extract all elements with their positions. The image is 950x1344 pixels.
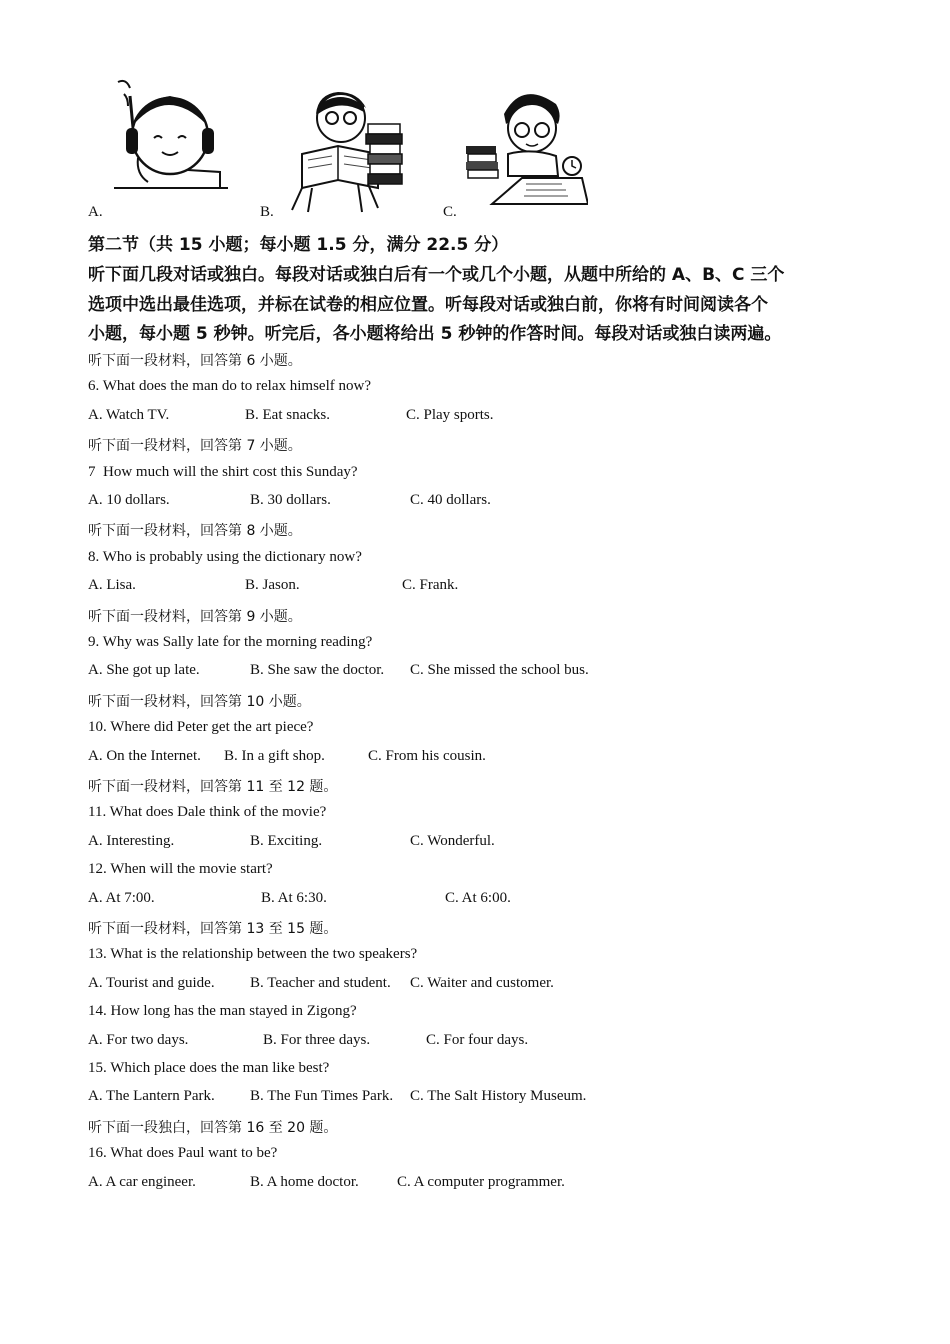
picture-c-label: C. <box>443 204 457 220</box>
option-c: C. She missed the school bus. <box>410 662 589 679</box>
option-a: A. Interesting. <box>88 832 175 849</box>
picture-c-studying-child <box>462 84 588 212</box>
option-b: B. Exciting. <box>250 832 323 849</box>
option-c: C. A computer programmer. <box>397 1173 565 1190</box>
option-b: B. She saw the doctor. <box>250 662 385 679</box>
section-heading: 第二节（共 15 小题；每小题 1.5 分，满分 22.5 分） <box>88 235 509 255</box>
option-b: B. In a gift shop. <box>224 747 325 764</box>
option-a: A. She got up late. <box>88 662 200 679</box>
option-a: A. A car engineer. <box>88 1173 196 1190</box>
option-b: B. At 6:30. <box>261 889 327 906</box>
listening-note: 听下面一段材料，回答第 13 至 15 题。 <box>88 921 338 937</box>
section-instruction-line-3: 小题，每小题 5 秒钟。听完后，各小题将给出 5 秒钟的作答时间。每段对话或独白读两遍。 <box>88 324 782 344</box>
question-text: 14. How long has the man stayed in Zigong? <box>88 1003 357 1020</box>
question-text: 12. When will the movie start? <box>88 861 273 878</box>
option-b: B. Jason. <box>245 577 300 594</box>
listening-note: 听下面一段材料，回答第 9 小题。 <box>88 608 302 625</box>
section-instruction-line-1: 听下面几段对话或独白。每段对话或独白后有一个或几个小题，从题中所给的 A、B、C 三个 <box>88 265 785 285</box>
option-b: B. For three days. <box>263 1031 371 1048</box>
picture-b-reading-child <box>288 84 408 216</box>
option-a: A. At 7:00. <box>88 889 155 906</box>
option-b: B. Eat snacks. <box>245 406 330 423</box>
listening-note: 听下面一段材料，回答第 11 至 12 题。 <box>88 779 338 795</box>
listening-note: 听下面一段独白，回答第 16 至 20 题。 <box>88 1119 338 1136</box>
listening-note: 听下面一段材料，回答第 10 小题。 <box>88 693 311 710</box>
option-b: B. Teacher and student. <box>250 974 391 991</box>
option-c: C. 40 dollars. <box>410 492 491 508</box>
question-text: 6. What does the man do to relax himself now? <box>88 378 371 395</box>
question-text: 7 How much will the shirt cost this Sunday? <box>88 463 358 480</box>
option-c: C. The Salt History Museum. <box>410 1088 587 1105</box>
question-text: 8. Who is probably using the dictionary now? <box>88 548 362 565</box>
option-b: B. 30 dollars. <box>250 492 331 508</box>
picture-a-label: A. <box>88 204 103 220</box>
question-text: 16. What does Paul want to be? <box>88 1145 278 1162</box>
option-a: A. For two days. <box>88 1031 189 1048</box>
question-text: 10. Where did Peter get the art piece? <box>88 719 314 736</box>
listening-note: 听下面一段材料，回答第 6 小题。 <box>88 353 302 369</box>
option-c: C. Frank. <box>402 577 459 594</box>
option-c: C. From his cousin. <box>368 747 486 764</box>
option-a: A. Watch TV. <box>88 406 170 423</box>
picture-a-listening-child <box>108 78 228 196</box>
question-text: 9. Why was Sally late for the morning reading? <box>88 634 373 650</box>
picture-b-label: B. <box>260 204 274 220</box>
section-instruction-line-2: 选项中选出最佳选项，并标在试卷的相应位置。听每段对话或独白前，你将有时间阅读各个 <box>88 295 768 315</box>
option-c: C. At 6:00. <box>445 889 511 906</box>
option-a: A. Tourist and guide. <box>88 974 215 991</box>
listening-note: 听下面一段材料，回答第 7 小题。 <box>88 438 302 455</box>
option-c: C. Wonderful. <box>410 832 495 849</box>
question-text: 11. What does Dale think of the movie? <box>88 804 327 821</box>
option-a: A. Lisa. <box>88 577 136 594</box>
option-b: B. A home doctor. <box>250 1173 359 1190</box>
option-a: A. The Lantern Park. <box>88 1088 215 1105</box>
listening-note: 听下面一段材料，回答第 8 小题。 <box>88 523 302 540</box>
picture-row <box>0 70 950 230</box>
option-b: B. The Fun Times Park. <box>250 1088 394 1105</box>
option-c: C. Play sports. <box>406 406 494 423</box>
question-text: 15. Which place does the man like best? <box>88 1060 330 1076</box>
option-c: C. For four days. <box>426 1031 529 1048</box>
option-c: C. Waiter and customer. <box>410 974 554 991</box>
question-text: 13. What is the relationship between the two speakers? <box>88 946 418 963</box>
option-a: A. 10 dollars. <box>88 492 170 508</box>
option-a: A. On the Internet. <box>88 747 201 764</box>
